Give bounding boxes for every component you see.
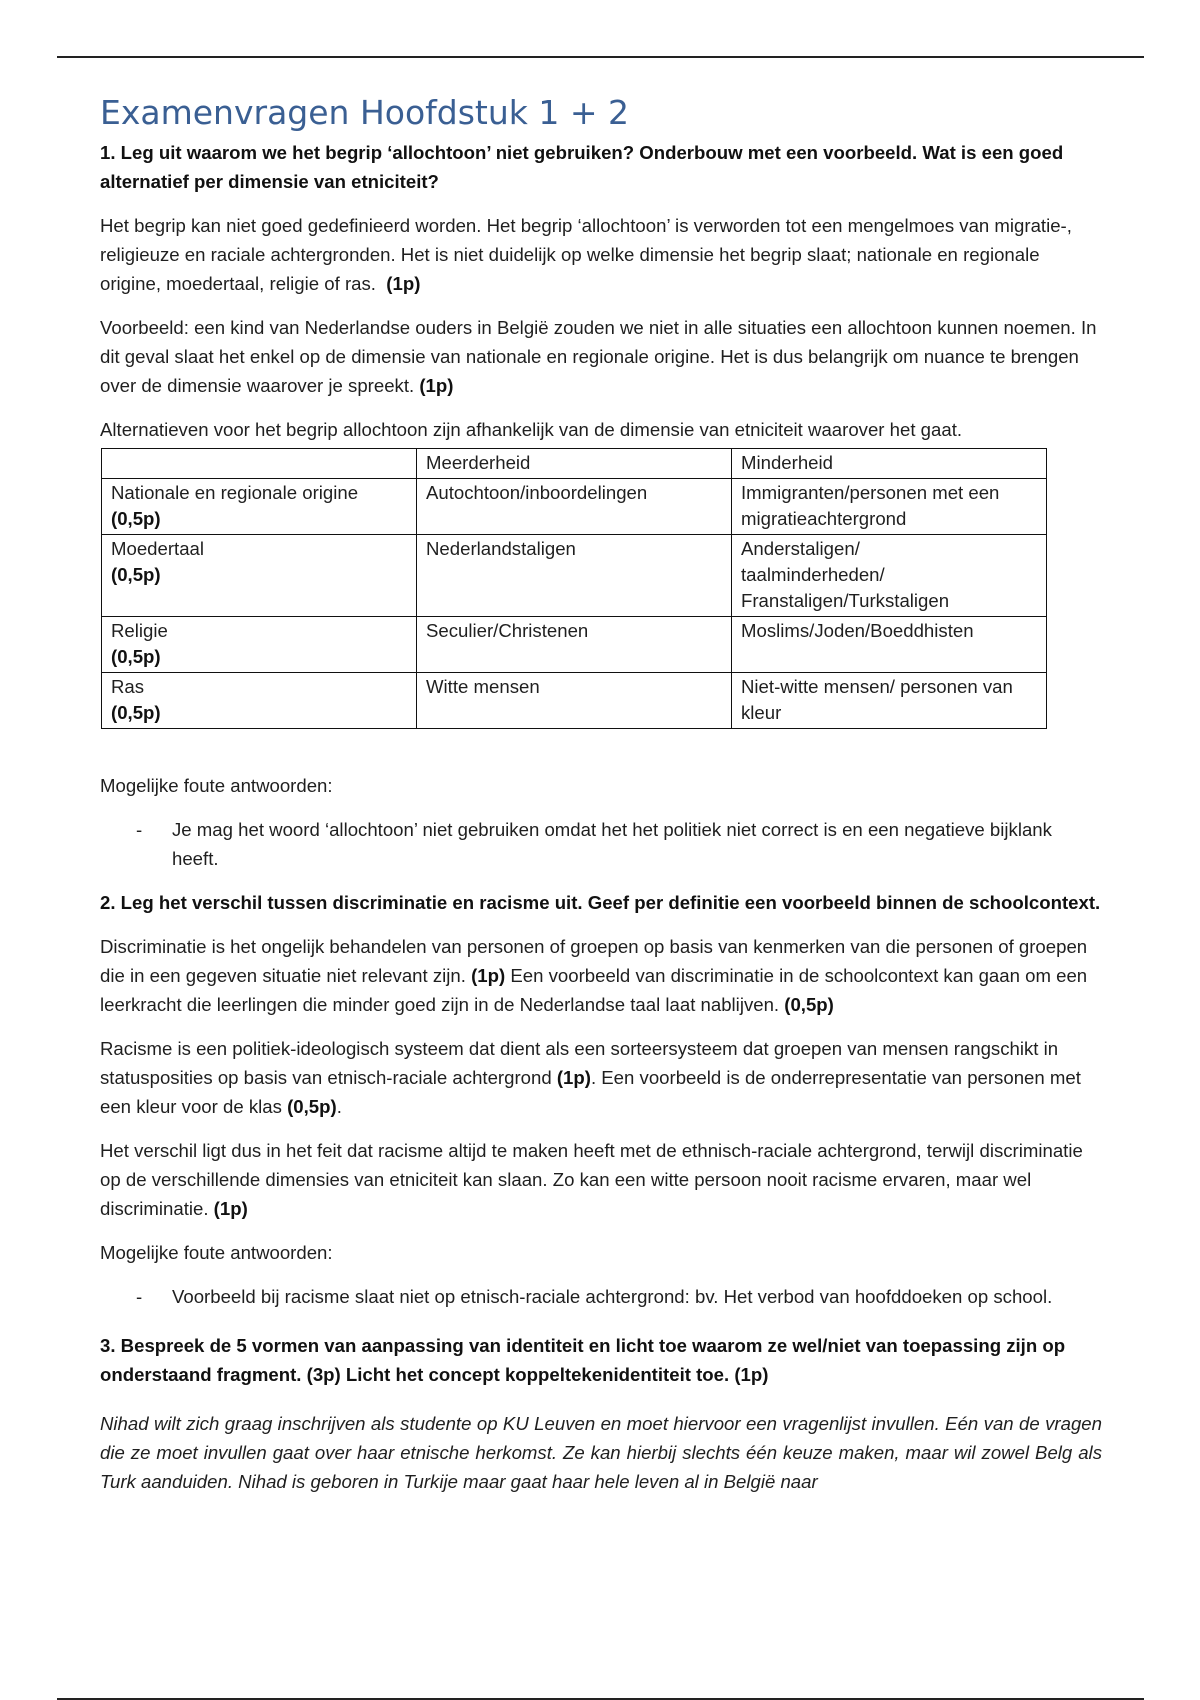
- question-3: 3. Bespreek de 5 vormen van aanpassing van identiteit en licht toe waarom ze wel/niet van toepassing zijn op onderstaand fragment. (3p) Licht het concept koppeltekenidentiteit toe. (1p): [100, 1335, 1066, 1385]
- majority-cell: Nederlandstaligen: [417, 535, 732, 617]
- majority-cell: Autochtoon/inboordelingen: [417, 479, 732, 535]
- majority-cell: Seculier/Christenen: [417, 617, 732, 673]
- dimension-table: [101, 448, 1047, 729]
- table-row: [102, 673, 1047, 729]
- table-header-cell: Minderheid: [732, 449, 1047, 479]
- q1-paragraph-2: Voorbeeld: een kind van Nederlandse ouders in België zouden we niet in alle situaties een allochtoon kunnen noemen. In dit geval slaat het enkel op de dimensie van nationale en regionale origine. Het is dus belangrijk om nuance te brengen over de dimensie waarover je spreekt. (1p): [100, 317, 1097, 396]
- minority-cell: Moslims/Joden/Boeddhisten: [732, 617, 1047, 673]
- points-badge: (1p): [419, 375, 454, 396]
- list-item: - Voorbeeld bij racisme slaat niet op etnisch-raciale achtergrond: bv. Het verbod van hoofddoeken op school.: [100, 1282, 1102, 1311]
- wrong-answers-label: Mogelijke foute antwoorden:: [100, 775, 333, 796]
- dimension-cell: Nationale en regionale origine (0,5p): [102, 479, 417, 535]
- minority-cell: Immigranten/personen met een migratieachtergrond: [732, 479, 1047, 535]
- question-2: 2. Leg het verschil tussen discriminatie en racisme uit. Geef per definitie een voorbeeld binnen de schoolcontext.: [100, 892, 1101, 913]
- table-row: [102, 479, 1047, 535]
- table-row: [102, 617, 1047, 673]
- minority-cell: Anderstaligen/ taalminderheden/ Franstaligen/Turkstaligen: [732, 535, 1047, 617]
- q2-paragraph-2: Racisme is een politiek-ideologisch systeem dat dient als een sorteersysteem dat groepen van mensen rangschikt in statusposities op basis van etnisch-raciale achtergrond (1p). Een voorbeeld is de onderrepresentatie van personen met een kleur voor de klas (0,5p).: [100, 1038, 1081, 1117]
- dimension-cell: Moedertaal (0,5p): [102, 535, 417, 617]
- q2-paragraph-1: Discriminatie is het ongelijk behandelen van personen of groepen op basis van kenmerken van die personen of groepen die in een gegeven situatie niet relevant zijn. (1p) Een voorbeeld van discriminatie in de schoolcontext kan gaan om een leerkracht die leerlingen die minder goed zijn in de Nederlandse taal laat nablijven. (0,5p): [100, 936, 1088, 1015]
- q1-paragraph-1: Het begrip kan niet goed gedefinieerd worden. Het begrip ‘allochtoon’ is verworden tot een mengelmoes van migratie-, religieuze en raciale achtergronden. Het is niet duidelijk op welke dimensie het begrip slaat; nationale en regionale origine, moedertaal, religie of ras. (1p): [100, 215, 1072, 294]
- majority-cell: Witte mensen: [417, 673, 732, 729]
- wrong-answers-list: [100, 815, 1102, 873]
- wrong-answers-label: Mogelijke foute antwoorden:: [100, 1242, 333, 1263]
- top-rule: [57, 56, 1144, 58]
- dimension-cell: Religie (0,5p): [102, 617, 417, 673]
- q3-fragment: Nihad wilt zich graag inschrijven als studente op KU Leuven en moet hiervoor een vragenlijst invullen. Eén van de vragen die ze moet invullen gaat over haar etnische herkomst. Ze kan hierbij slechts één keuze maken, maar wil zowel Belg als Turk aanduiden. Nihad is geboren in Turkije maar gaat haar hele leven al in België naar: [100, 1413, 1102, 1492]
- table-row: [102, 535, 1047, 617]
- page-title: Examenvragen Hoofdstuk 1 + 2: [100, 93, 629, 132]
- table-header-row: [102, 449, 1047, 479]
- list-item: - Je mag het woord ‘allochtoon’ niet gebruiken omdat het het politiek niet correct is en een negatieve bijklank heeft.: [100, 815, 1102, 873]
- bullet-dash: -: [136, 1286, 143, 1307]
- wrong-answers-list: [100, 1282, 1102, 1311]
- table-header-cell: Meerderheid: [417, 449, 732, 479]
- bullet-dash: -: [136, 819, 143, 840]
- q1-paragraph-3: Alternatieven voor het begrip allochtoon zijn afhankelijk van de dimensie van etniciteit waarover het gaat.: [100, 419, 963, 440]
- question-1: 1. Leg uit waarom we het begrip ‘allochtoon’ niet gebruiken? Onderbouw met een voorbeeld. Wat is een goed alternatief per dimensie van etniciteit?: [100, 142, 1064, 192]
- document-body: [100, 92, 1102, 1511]
- q2-paragraph-3: Het verschil ligt dus in het feit dat racisme altijd te maken heeft met de ethnisch-raciale achtergrond, terwijl discriminatie op de verschillende dimensies van etniciteit kan slaan. Zo kan een witte persoon nooit racisme ervaren, maar wel discriminatie. (1p): [100, 1140, 1083, 1219]
- table-header-cell: [102, 449, 417, 479]
- points-badge: (1p): [386, 273, 421, 294]
- dimension-cell: Ras (0,5p): [102, 673, 417, 729]
- minority-cell: Niet-witte mensen/ personen van kleur: [732, 673, 1047, 729]
